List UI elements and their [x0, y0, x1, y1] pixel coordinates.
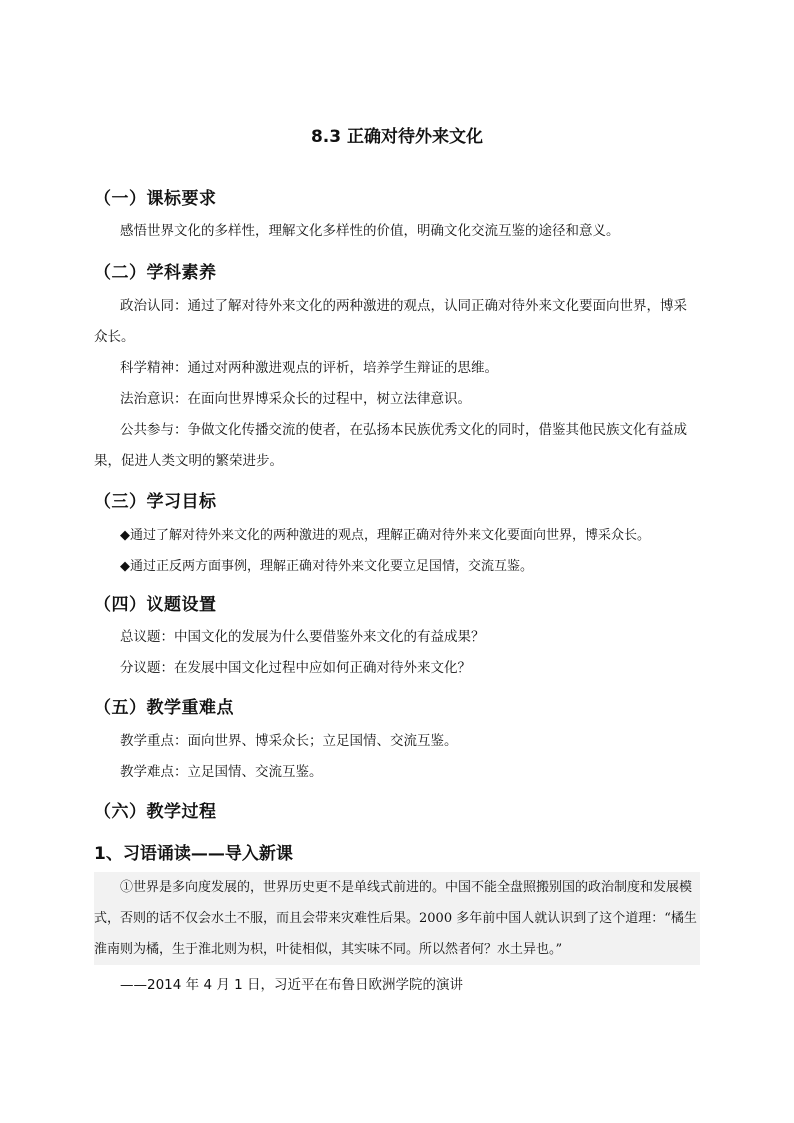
section-heading-6: （六）教学过程: [94, 802, 217, 822]
section-heading-2: （二）学科素养: [94, 263, 217, 283]
section-5-paragraph-2: 教学难点：立足国情、交流互鉴。: [120, 764, 323, 780]
section-heading-7: 1、习语诵读——导入新课: [94, 844, 293, 864]
section-heading-4: （四）议题设置: [94, 595, 217, 615]
quote-citation: ——2014 年 4 月 1 日，习近平在布鲁日欧洲学院的演讲: [120, 977, 463, 993]
page-title: 8.3 正确对待外来文化: [310, 127, 484, 147]
section-5-paragraph-1: 教学重点：面向世界、博采众长；立足国情、交流互鉴。: [120, 733, 458, 749]
section-2-paragraph-2: 科学精神：通过对两种激进观点的评析，培养学生辩证的思维。: [120, 360, 498, 376]
section-2-paragraph-3: 法治意识：在面向世界博采众长的过程中，树立法律意识。: [120, 391, 471, 407]
section-2-paragraph-1: 政治认同：通过了解对待外来文化的两种激进的观点，认同正确对待外来文化要面向世界，博采众长。: [94, 298, 687, 345]
section-4-paragraph-2: 分议题：在发展中国文化过程中应如何正确对待外来文化？: [120, 660, 471, 676]
objective-bullet-1: ◆通过了解对待外来文化的两种激进的观点，理解正确对待外来文化要面向世界，博采众长。: [120, 528, 650, 543]
section-heading-3: （三）学习目标: [94, 492, 217, 512]
section-heading-1: （一）课标要求: [94, 189, 217, 209]
section-1-paragraph: 感悟世界文化的多样性，理解文化多样性的价值，明确文化交流互鉴的途径和意义。: [120, 223, 620, 239]
section-heading-5: （五）教学重难点: [94, 698, 234, 718]
section-2-paragraph-4: 公共参与：争做文化传播交流的使者，在弘扬本民族优秀文化的同时，借鉴其他民族文化有益成果，促进人类文明的繁荣进步。: [94, 422, 687, 469]
quote-block: ①世界是多向度发展的，世界历史更不是单线式前进的。中国不能全盘照搬别国的政治制度和发展模式，否则的话不仅会水土不服，而且会带来灾难性后果。2000 多年前中国人就认识到了这个道理：“橘生淮南则为橘，生于淮北则为枳，叶徒相似，其实味不同。所以然者何？水土异也。”: [94, 872, 700, 965]
objective-bullet-2: ◆通过正反两方面事例，理解正确对待外来文化要立足国情，交流互鉴。: [120, 559, 533, 574]
section-4-paragraph-1: 总议题：中国文化的发展为什么要借鉴外来文化的有益成果？: [120, 629, 485, 645]
